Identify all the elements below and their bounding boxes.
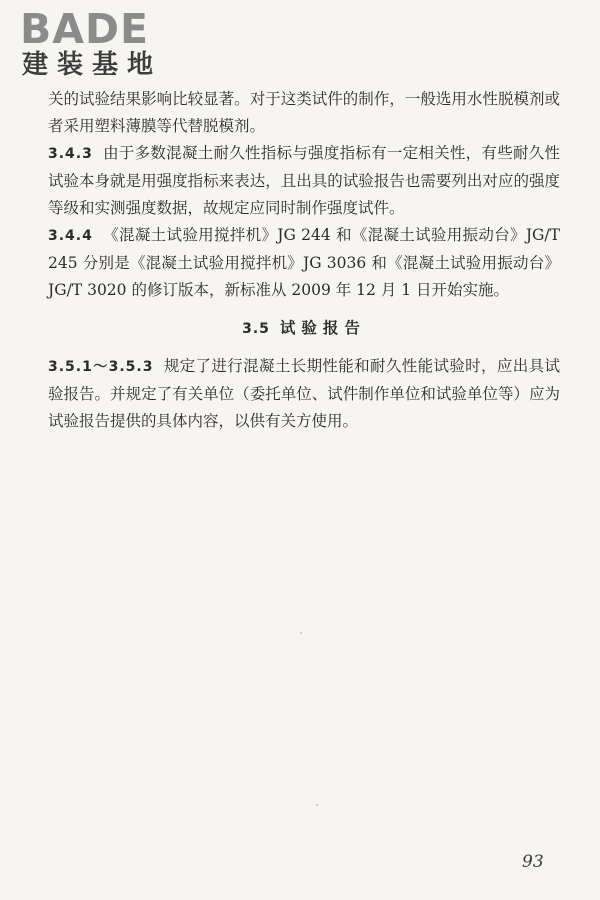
clause-3-5-1 xyxy=(48,353,560,435)
document-body xyxy=(48,86,560,435)
section-title: 试验报告 xyxy=(279,318,366,337)
clause-text: 由于多数混凝土耐久性指标与强度指标有一定相关性，有些耐久性试验本身就是用强度指标来表达，且出具的试验报告也需要列出对应的强度等级和实测强度数据，故规定应同时制作强度试件。 xyxy=(48,144,560,217)
logo-brand-en: BADE xyxy=(20,5,150,53)
scan-dust xyxy=(300,632,302,634)
clause-text: 规定了进行混凝土长期性能和耐久性能试验时，应出具试验报告。并规定了有关单位（委托单位、试件制作单位和试验单位等）应为试验报告提供的具体内容，以供有关方使用。 xyxy=(48,357,560,430)
section-heading xyxy=(48,314,560,343)
clause-number: 3.4.3 xyxy=(48,146,93,162)
logo-brand-cn: 建装基地 xyxy=(22,50,163,80)
page-number: 93 xyxy=(522,852,544,872)
clause-number: 3.5.1～3.5.3 xyxy=(48,359,154,375)
clause-3-4-4 xyxy=(48,222,560,304)
scan-dust xyxy=(316,804,318,806)
clause-number: 3.4.4 xyxy=(48,228,93,244)
continuation-paragraph: 关的试验结果影响比较显著。对于这类试件的制作，一般选用水性脱模剂或者采用塑料薄膜等代替脱模剂。 xyxy=(48,90,560,135)
clause-3-4-3 xyxy=(48,140,560,222)
section-number: 3.5 xyxy=(242,321,270,337)
bade-logo xyxy=(20,6,180,80)
clause-text: 《混凝土试验用搅拌机》JG 244 和《混凝土试验用振动台》JG/T 245 分别是《混凝土试验用搅拌机》JG 3036 和《混凝土试验用振动台》JG/T 3020 的修订版本，新标准从 2009 年 12 月 1 日开始实施。 xyxy=(48,226,560,299)
